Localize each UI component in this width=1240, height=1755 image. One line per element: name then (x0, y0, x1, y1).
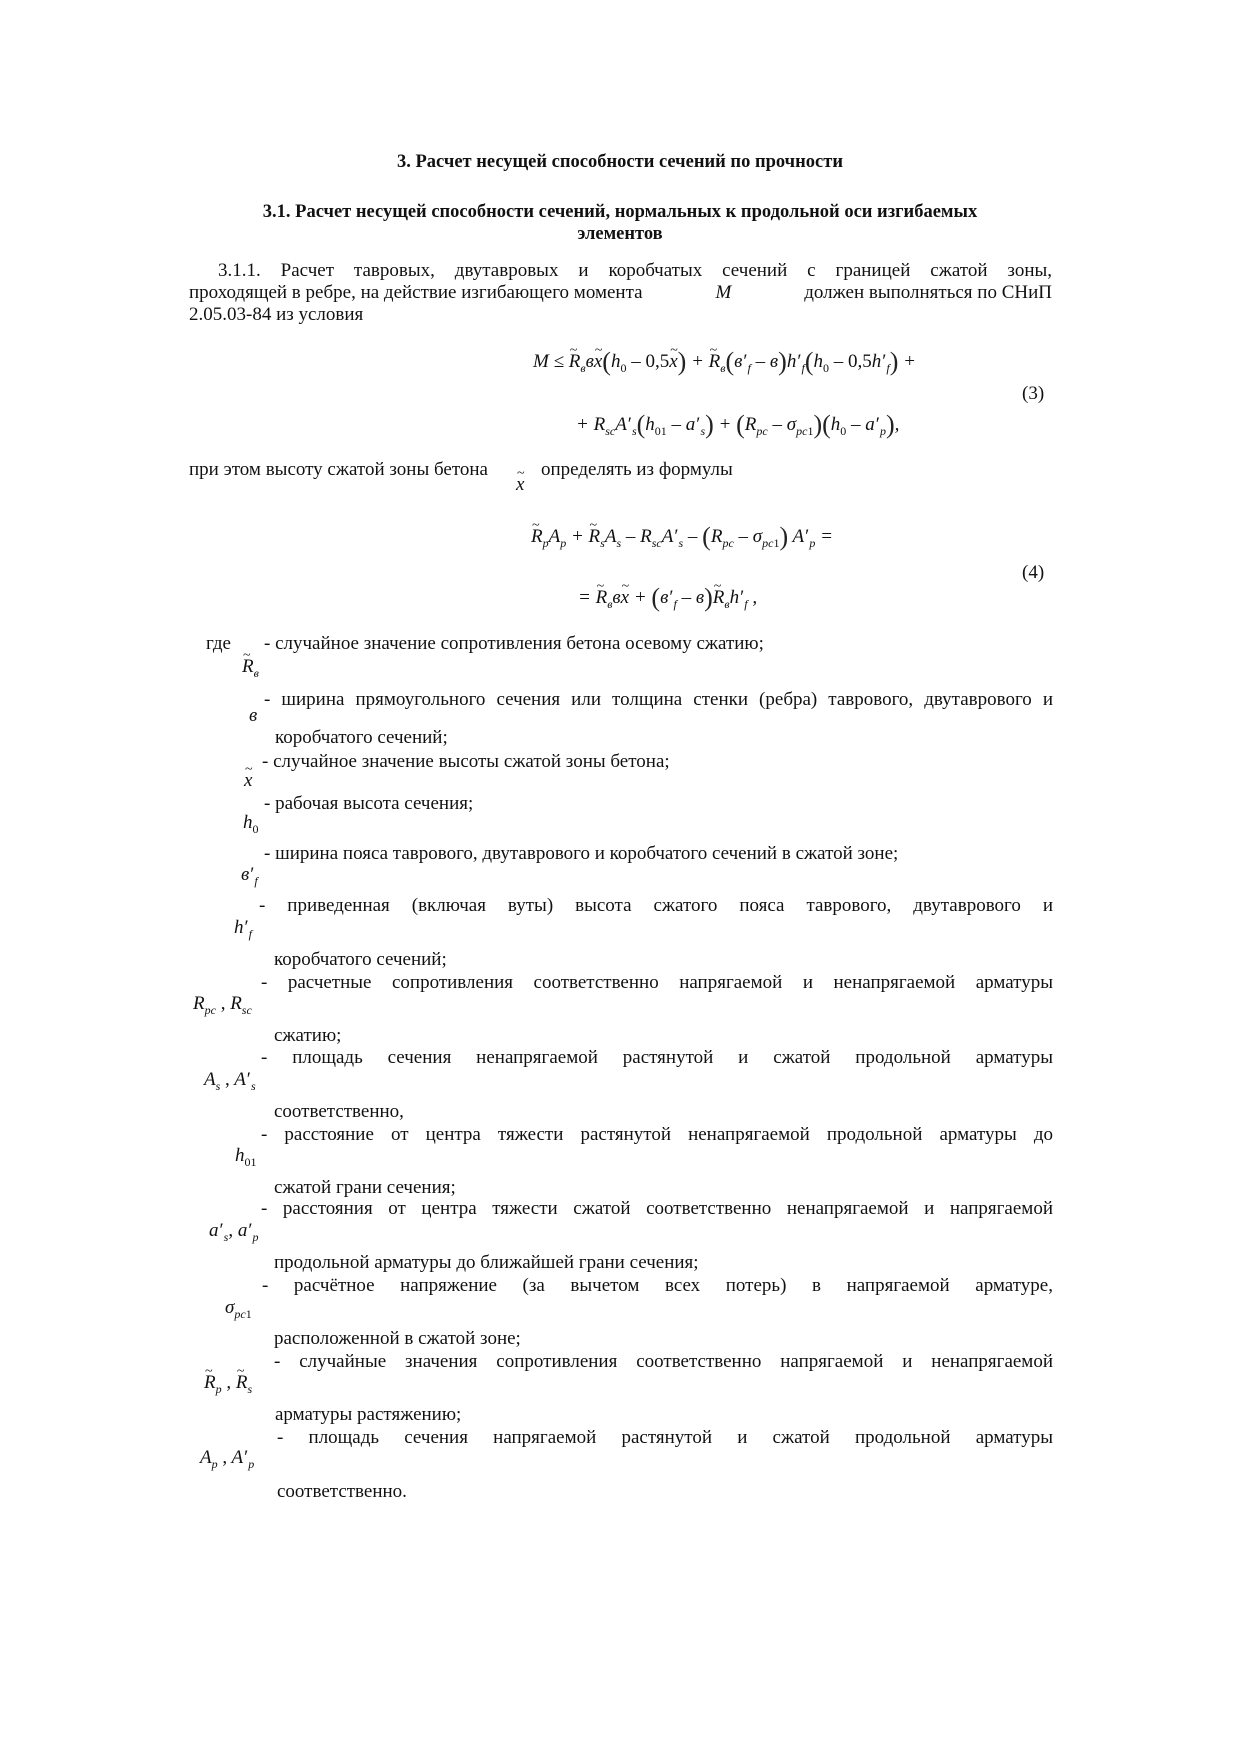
definition-6-line-2: сжатию; (274, 1025, 342, 1046)
definition-8-line-2: сжатой грани сечения; (274, 1177, 456, 1198)
intro-line-2 (189, 282, 1052, 304)
definition-2-line-1: - случайное значение высоты сжатой зоны бетона; (262, 751, 670, 772)
definition-symbol-R-beton: ~ $R_в$ (242, 656, 259, 678)
definition-10-line-2: расположенной в сжатой зоне; (274, 1328, 521, 1349)
definition-4-line-1: - ширина пояса таврового, двутаврового и коробчатого сечений в сжатой зоне; (264, 843, 899, 864)
definition-7-line-1: - площадь сечения ненапрягаемой растянутой и сжатой продольной арматуры (261, 1047, 1053, 1068)
definition-9-line-1: - расстояния от центра тяжести сжатой соответственно ненапрягаемой и напрягаемой (261, 1198, 1053, 1219)
between-text-b: определять из формулы (541, 459, 733, 480)
definition-0-line-1: - случайное значение сопротивления бетона осевому сжатию; (264, 633, 764, 654)
intro-line-1: 3.1.1. Расчет тавровых, двутавровых и коробчатых сечений с границей сжатой зоны, (218, 260, 1052, 281)
equation-4-line-1: ~ $R_pA_p$ + ~ $R_sA_s - R_{sc}A'_s - (R_{pc} - \sigma_{pc1}) A'_p$ = (531, 525, 833, 549)
definition-7-line-2: соответственно, (274, 1101, 404, 1122)
definition-3-line-1: - рабочая высота сечения; (264, 793, 474, 814)
equation-3-line-2: + $R_{sc}A'_s(h_{01} - a'_s) + (R_{pc} - \sigma_{pc1})(h_0 - a'_p)$, (576, 410, 900, 439)
subsection-heading-line1: 3.1. Расчет несущей способности сечений, нормальных к продольной оси изгибаемых (262, 202, 978, 222)
equation-4-number: (4) (1022, 562, 1045, 583)
definition-6-line-1: - расчетные сопротивления соответственно напрягаемой и ненапрягаемой арматуры (261, 972, 1053, 993)
moment-symbol: М (715, 282, 732, 303)
definition-1-line-2: коробчатого сечений; (275, 727, 448, 748)
intro-line-2-part-b: должен выполняться по СНиП (804, 282, 1052, 303)
where-word: где (206, 633, 231, 654)
between-text-a: при этом высоту сжатой зоны бетона (189, 459, 488, 480)
definition-symbol-x: ~ x (244, 770, 252, 792)
equation-4-line-2: = ~ $R_вв\sim$ $x + (в'_f$ – в)~ $R_вh'_f$ , (578, 586, 757, 610)
definition-1-line-1: - ширина прямоугольного сечения или толщина стенки (ребра) таврового, двутаврового и (264, 689, 1053, 710)
definition-symbol-Ap: $A_p$ , $A'_p$ (200, 1447, 255, 1471)
definition-symbol-hf: $h'_f$ (234, 917, 252, 941)
definition-symbol-As: $A_s$ , $A'_s$ (204, 1069, 256, 1093)
x-tilde-symbol: ~ x (516, 474, 524, 496)
definition-5-line-1: - приведенная (включая вуты) высота сжатого пояса таврового, двутаврового и (259, 895, 1053, 916)
definition-8-line-1: - расстояние от центра тяжести растянутой ненапрягаемой продольной арматуры до (261, 1124, 1053, 1145)
definition-symbol-sigma: $\sigma_{pc1}$ (225, 1297, 252, 1321)
definition-symbol-h0: $h_0$ (243, 812, 259, 836)
intro-line-2-part-a: проходящей в ребре, на действие изгибающего момента (189, 282, 643, 303)
subsection-heading-line2: элементов (577, 224, 663, 244)
definition-12-line-1: - площадь сечения напрягаемой растянутой и сжатой продольной арматуры (277, 1427, 1053, 1448)
definition-10-line-1: - расчётное напряжение (за вычетом всех потерь) в напрягаемой арматуре, (262, 1275, 1053, 1296)
definition-9-line-2: продольной арматуры до ближайшей грани сечения; (274, 1252, 699, 1273)
definition-5-line-2: коробчатого сечений; (274, 949, 447, 970)
definition-11-line-1: - случайные значения сопротивления соответственно напрягаемой и ненапрягаемой (274, 1351, 1053, 1372)
definition-symbol-bf: $в'_f$ (241, 864, 258, 888)
definition-symbol-h01: $h_{01}$ (235, 1145, 257, 1169)
intro-line-3: 2.05.03-84 из условия (189, 304, 364, 325)
definition-symbol-b: в (249, 705, 258, 726)
definition-symbol-Rpc-Rsc: $R_{pc}$ , $R_{sc}$ (193, 993, 252, 1017)
definition-11-line-2: арматуры растяжению; (275, 1404, 462, 1425)
definition-symbol-as-ap: $a'_s$, $a'_p$ (209, 1220, 259, 1244)
equation-3-number: (3) (1022, 383, 1045, 404)
section-heading: 3. Расчет несущей способности сечений по прочности (397, 152, 843, 172)
definition-symbol-Rp-Rs: ~ $R_p$ , ~ $R_s$ (204, 1372, 252, 1394)
definition-12-line-2: соответственно. (277, 1481, 407, 1502)
equation-3-line-1: M ≤ ~ $R_вв\sim$ $x(h_0$ – 0,5~ x) + ~ $R_в(в'_f - в)h'_f(h_0 - 0,5h'_f)$ + (533, 350, 916, 374)
